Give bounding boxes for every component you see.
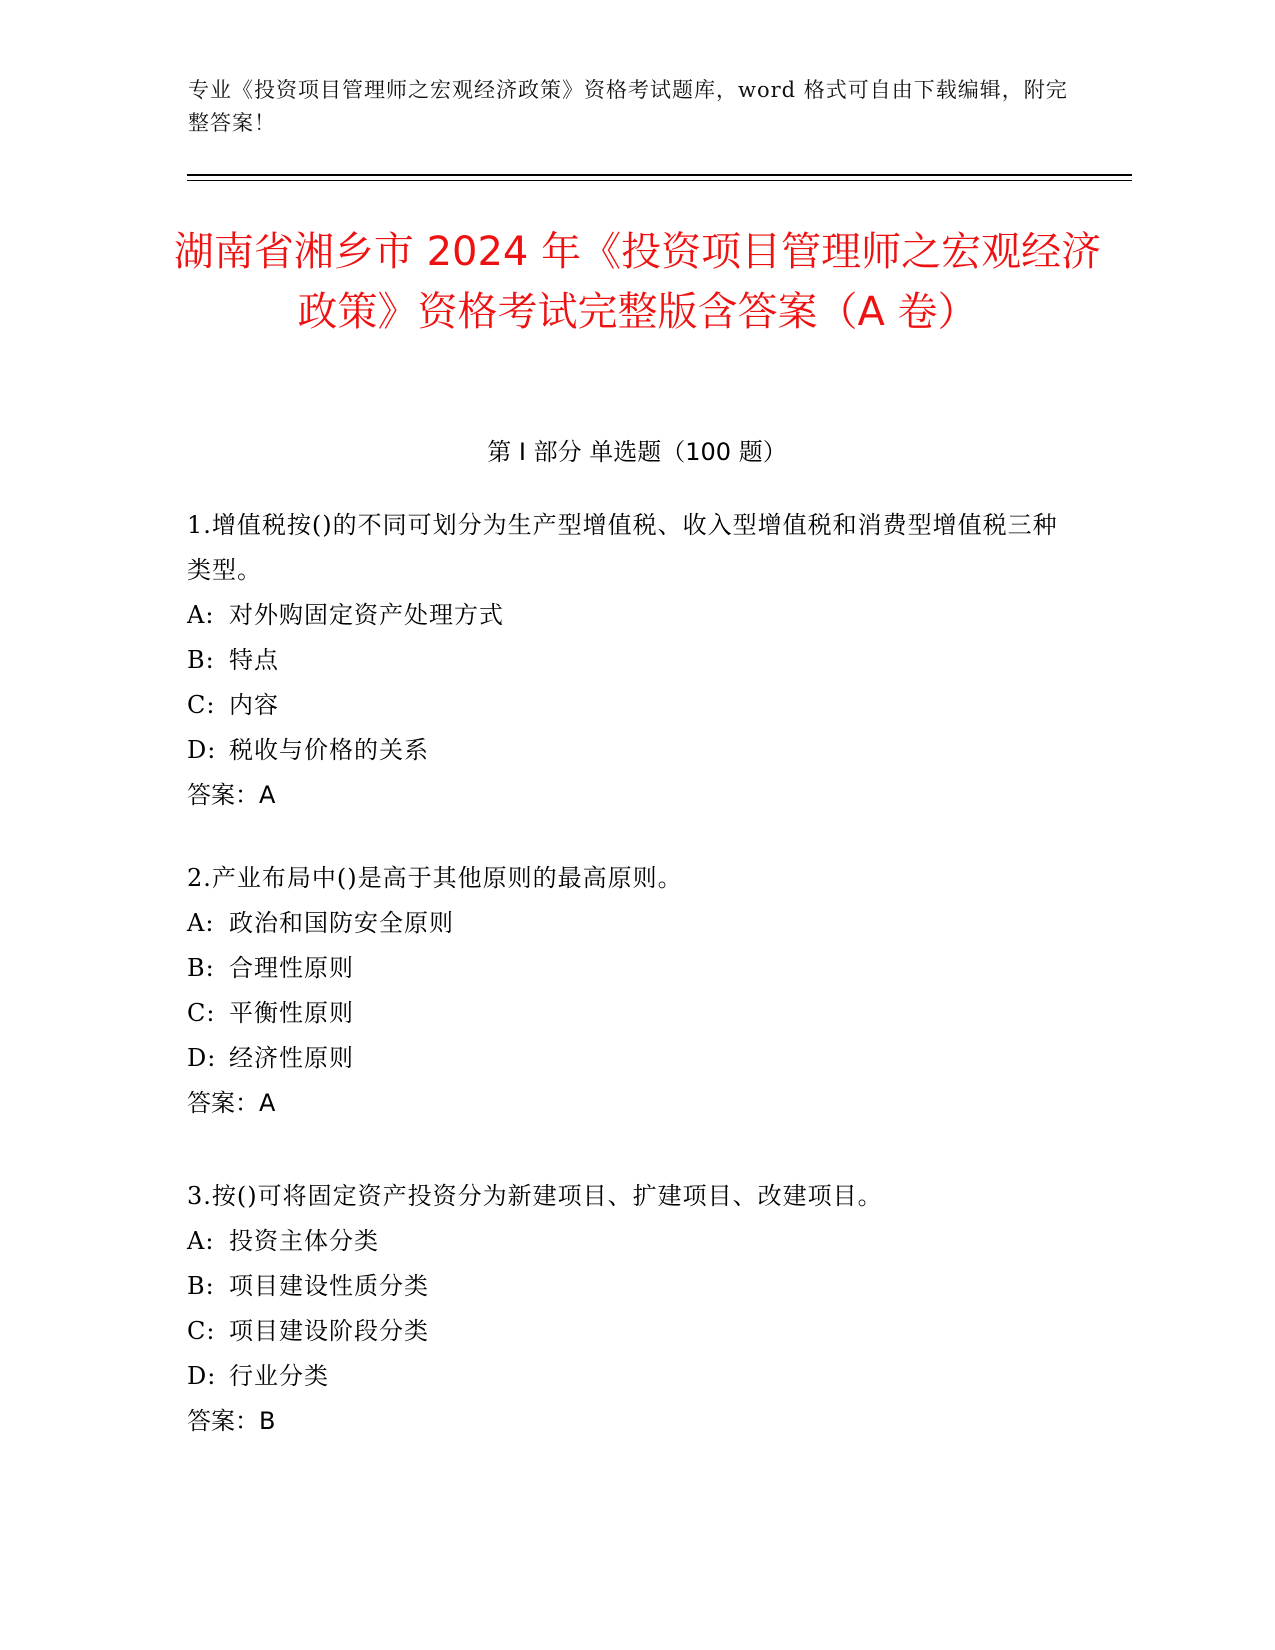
option-c	[187, 991, 1077, 1036]
option-key: D:	[187, 736, 217, 764]
option-text: 合理性原则	[229, 954, 354, 982]
option-key: A:	[187, 909, 215, 937]
option-text: 项目建设性质分类	[229, 1272, 429, 1300]
option-b	[187, 1264, 1077, 1309]
option-key: C:	[187, 999, 216, 1027]
option-key: A:	[187, 601, 215, 629]
option-key: D:	[187, 1044, 217, 1072]
option-a	[187, 901, 1077, 946]
answer: 答案：B	[187, 1407, 276, 1435]
option-key: B:	[187, 646, 215, 674]
header-rule-thin	[187, 180, 1132, 181]
option-a	[187, 1219, 1077, 1264]
option-key: C:	[187, 691, 216, 719]
question-stem: 2.产业布局中()是高于其他原则的最高原则。	[187, 864, 683, 892]
option-key: B:	[187, 1272, 215, 1300]
option-text: 内容	[229, 691, 279, 719]
option-key: D:	[187, 1362, 217, 1390]
option-text: 平衡性原则	[229, 999, 354, 1027]
option-text: 特点	[229, 646, 279, 674]
option-key: A:	[187, 1227, 215, 1255]
option-text: 政治和国防安全原则	[229, 909, 454, 937]
option-a	[187, 593, 1077, 638]
answer: 答案：A	[187, 1089, 276, 1117]
question-3	[187, 1174, 1077, 1444]
question-stem: 3.按()可将固定资产投资分为新建项目、扩建项目、改建项目。	[187, 1182, 883, 1210]
document-title: 湖南省湘乡市 2024 年《投资项目管理师之宏观经济政策》资格考试完整版含答案（A 卷）	[173, 229, 1102, 335]
option-text: 项目建设阶段分类	[229, 1317, 429, 1345]
option-key: C:	[187, 1317, 216, 1345]
section-heading: 第 I 部分 单选题（100 题）	[487, 438, 787, 466]
answer: 答案：A	[187, 781, 276, 809]
option-key: B:	[187, 954, 215, 982]
option-d	[187, 1036, 1077, 1081]
option-text: 税收与价格的关系	[229, 736, 429, 764]
question-1	[187, 503, 1077, 818]
option-text: 行业分类	[229, 1362, 329, 1390]
option-text: 对外购固定资产处理方式	[229, 601, 504, 629]
option-c	[187, 1309, 1077, 1354]
option-text: 经济性原则	[229, 1044, 354, 1072]
option-b	[187, 638, 1077, 683]
option-b	[187, 946, 1077, 991]
header-note: 专业《投资项目管理师之宏观经济政策》资格考试题库，word 格式可自由下载编辑，附完整答案！	[188, 78, 1068, 135]
option-c	[187, 683, 1077, 728]
option-text: 投资主体分类	[229, 1227, 379, 1255]
option-d	[187, 1354, 1077, 1399]
question-2	[187, 856, 1077, 1126]
header-rule-thick	[187, 174, 1132, 176]
question-stem: 1.增值税按()的不同可划分为生产型增值税、收入型增值税和消费型增值税三种类型。	[187, 511, 1058, 584]
option-d	[187, 728, 1077, 773]
